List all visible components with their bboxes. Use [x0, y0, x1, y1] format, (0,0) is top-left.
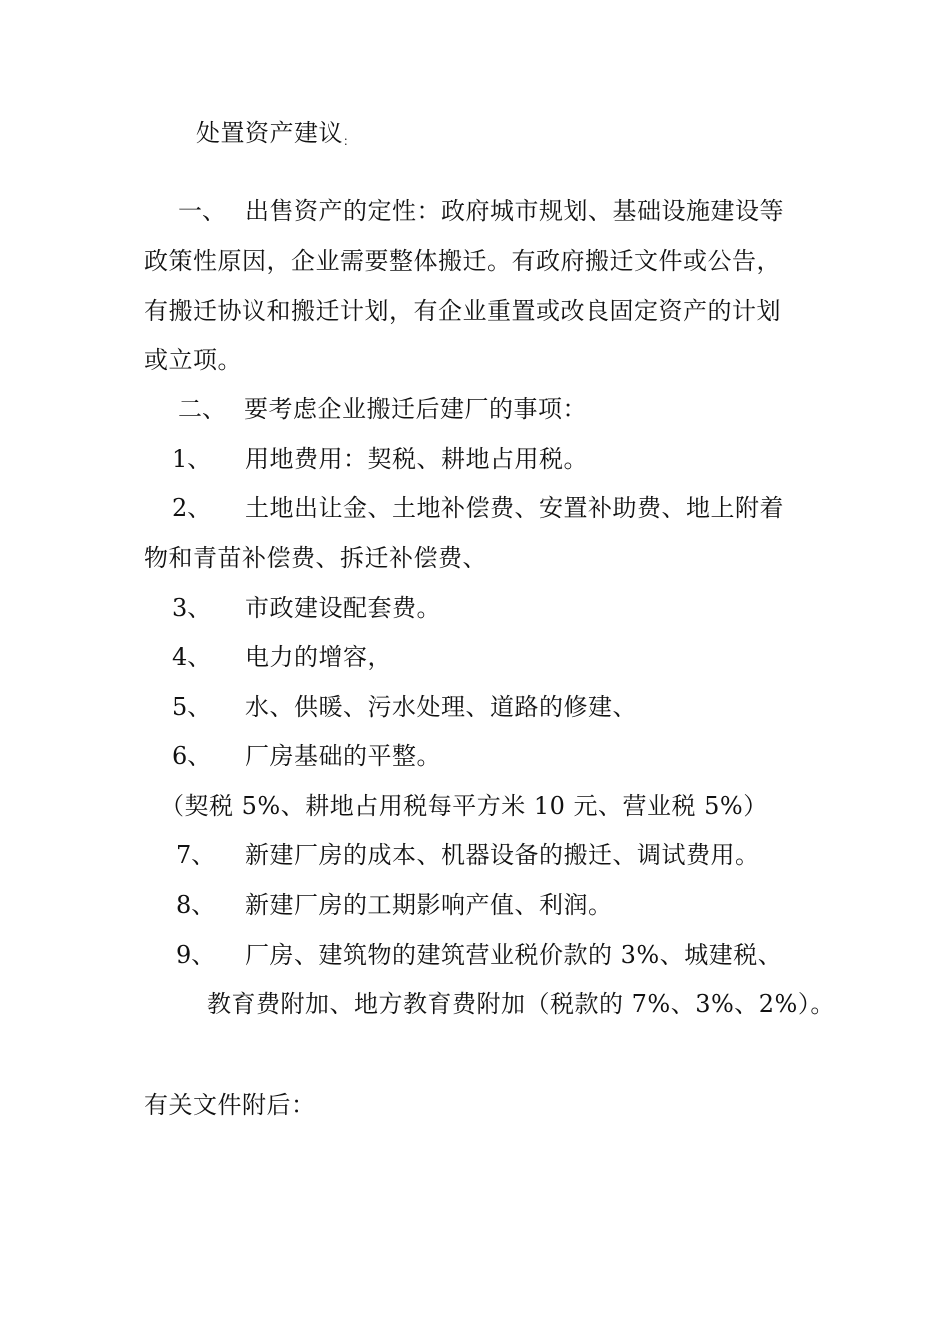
- list-item-text: 新建厂房的工期影响产值、利润。: [245, 891, 613, 919]
- list-item-text: 水、供暖、污水处理、道路的修建、: [245, 693, 637, 721]
- list-item-text: 厂房、建筑物的建筑营业税价款的 3%、城建税、: [245, 941, 783, 969]
- list-item-number: 4、: [172, 643, 212, 671]
- title-text: 处置资产建议: [196, 119, 343, 147]
- section1-line4: 或立项。: [144, 346, 242, 374]
- list-item-number: 1、: [172, 445, 212, 473]
- section2-text: 要考虑企业搬迁后建厂的事项：: [244, 395, 587, 423]
- attachment-note: 有关文件附后：: [144, 1091, 316, 1119]
- list-item-text: 新建厂房的成本、机器设备的搬迁、调试费用。: [245, 841, 760, 869]
- list-item-text: 电力的增容，: [245, 643, 392, 671]
- list-item-number: 2、: [172, 494, 212, 522]
- page-title: [196, 118, 356, 156]
- list-item-number: 3、: [172, 594, 212, 622]
- list-item-number: 5、: [172, 693, 212, 721]
- list-item-number: 6、: [172, 742, 212, 770]
- list-item-number: 8、: [176, 891, 216, 919]
- section1-marker: 一、: [178, 197, 226, 225]
- list-item-continuation: 教育费附加、地方教育费附加（税款的 7%、3%、2%）。: [207, 990, 835, 1018]
- list-item-text: 市政建设配套费。: [245, 594, 441, 622]
- tax-note: （契税 5%、耕地占用税每平方米 10 元、营业税 5%）: [160, 792, 768, 820]
- list-item-number: 7、: [176, 841, 216, 869]
- section1-line3: 有搬迁协议和搬迁计划，有企业重置或改良固定资产的计划: [144, 297, 781, 325]
- list-item-text: 厂房基础的平整。: [245, 742, 441, 770]
- section1-line1: 出售资产的定性：政府城市规划、基础设施建设等: [245, 197, 784, 225]
- list-item-number: 9、: [176, 941, 216, 969]
- title-colon: ：: [343, 134, 356, 148]
- section1-line2: 政策性原因，企业需要整体搬迁。有政府搬迁文件或公告，: [144, 247, 781, 275]
- section2-marker: 二、: [178, 395, 226, 423]
- list-item-text: 土地出让金、土地补偿费、安置补助费、地上附着: [245, 494, 784, 522]
- list-item-text: 用地费用：契税、耕地占用税。: [245, 445, 588, 473]
- list-item-continuation: 物和青苗补偿费、拆迁补偿费、: [144, 544, 487, 572]
